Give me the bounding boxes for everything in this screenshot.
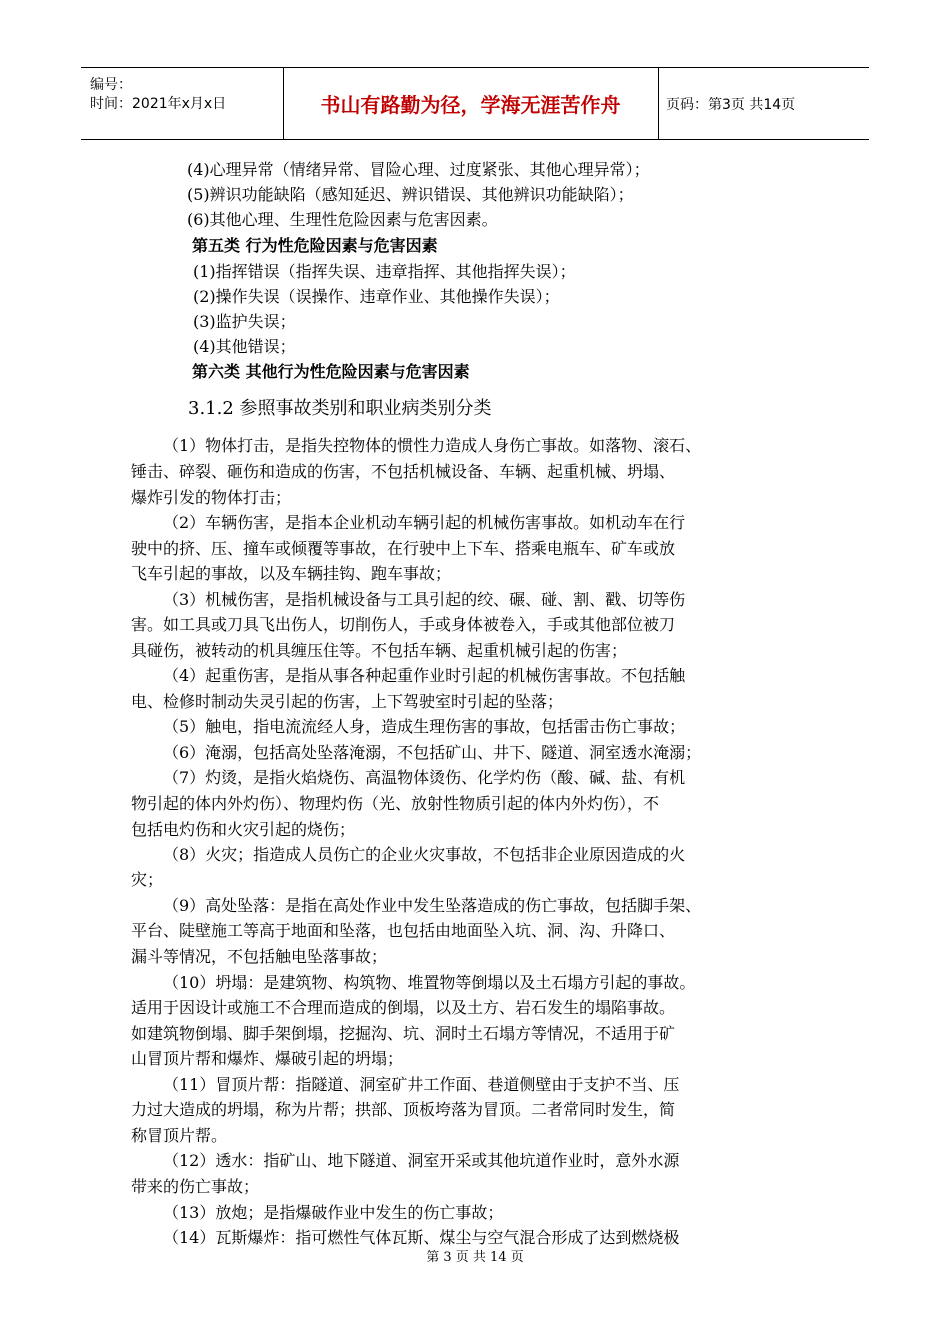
text-line: 平台、陡壁施工等高于地面和坠落，也包括由地面坠入坑、洞、沟、升降口、 [131,921,676,940]
page-footer: 第 3 页 共 14 页 [426,1250,524,1265]
text-line: (3)监护失误； [193,312,296,331]
doc-number-label: 编号： [90,77,132,93]
header-divider [658,68,659,139]
text-line: 带来的伤亡事故； [131,1177,260,1196]
page-header [81,67,869,140]
text-line: 适用于因设计或施工不合理而造成的倒塌，以及土方、岩石发生的塌陷事故。 [131,998,676,1017]
text-line: (4)其他错误； [193,337,296,356]
text-line: 锤击、碎裂、砸伤和造成的伤害，不包括机械设备、车辆、起重机械、坍塌、 [131,462,676,481]
text-line: (2)操作失误（误操作、违章作业、其他操作失误）； [193,287,560,306]
text-line: (6)其他心理、生理性危险因素与危害因素。 [187,210,498,229]
text-line: 具碰伤，被转动的机具缠压住等。不包括车辆、起重机械引起的伤害； [131,641,628,660]
header-meta [81,68,283,139]
text-line: (1)指挥错误（指挥失误、违章指挥、其他指挥失误）； [193,262,576,281]
text-line: 称冒顶片帮。 [131,1126,228,1145]
text-line: （10）坍塌：是建筑物、构筑物、堆置物等倒塌以及土石塌方引起的事故。 [163,973,696,992]
text-line: （12）透水：指矿山、地下隧道、洞室开采或其他坑道作业时，意外水源 [163,1151,680,1170]
doc-date-label: 时间：2021年x月x日 [90,96,227,112]
text-line: 物引起的体内外灼伤）、物理灼伤（光、放射性物质引起的体内外灼伤），不 [131,794,660,813]
text-line: 如建筑物倒塌、脚手架倒塌，挖掘沟、坑、洞时土石塌方等情况，不适用于矿 [131,1024,676,1043]
header-motto: 书山有路勤为径，学海无涯苦作舟 [320,93,621,117]
section-heading: 第六类 其他行为性危险因素与危害因素 [192,362,470,381]
text-line: (4)心理异常（情绪异常、冒险心理、过度紧张、其他心理异常）； [187,160,650,179]
text-line: （1）物体打击，是指失控物体的惯性力造成人身伤亡事故。如落物、滚石、 [163,436,702,455]
header-page-info: 页码：第3页 共14页 [666,97,796,113]
text-line: （4）起重伤害，是指从事各种起重作业时引起的机械伤害事故。不包括触 [163,666,686,685]
text-line: （8）火灾；指造成人员伤亡的企业火灾事故，不包括非企业原因造成的火 [163,845,686,864]
text-line: (5)辨识功能缺陷（感知延迟、辨识错误、其他辨识功能缺陷）； [187,185,634,204]
text-line: 害。如工具或刀具飞出伤人，切削伤人，手或身体被卷入，手或其他部位被刀 [131,615,676,634]
text-line: 山冒顶片帮和爆炸、爆破引起的坍塌； [131,1049,404,1068]
text-line: （14）瓦斯爆炸：指可燃性气体瓦斯、煤尘与空气混合形成了达到燃烧极 [163,1228,680,1247]
text-line: 飞车引起的事故，以及车辆挂钩、跑车事故； [131,564,452,583]
text-line: 灾； [131,870,164,889]
text-line: （11）冒顶片帮：指隧道、洞室矿井工作面、巷道侧壁由于支护不当、压 [163,1075,680,1094]
text-line: （3）机械伤害，是指机械设备与工具引起的绞、碾、碰、割、戳、切等伤 [163,590,686,609]
text-line: （9）高处坠落：是指在高处作业中发生坠落造成的伤亡事故，包括脚手架、 [163,896,702,915]
text-line: （13）放炮；是指爆破作业中发生的伤亡事故； [163,1203,504,1222]
text-line: （7）灼烫，是指火焰烧伤、高温物体烫伤、化学灼伤（酸、碱、盐、有机 [163,768,686,787]
text-line: 包括电灼伤和火灾引起的烧伤； [131,820,356,839]
subsection-heading: 3.1.2 参照事故类别和职业病类别分类 [188,398,492,419]
section-heading: 第五类 行为性危险因素与危害因素 [192,236,438,255]
text-line: （2）车辆伤害，是指本企业机动车辆引起的机械伤害事故。如机动车在行 [163,513,686,532]
text-line: （5）触电，指电流流经人身，造成生理伤害的事故，包括雷击伤亡事故； [163,717,686,736]
text-line: 爆炸引发的物体打击； [131,488,292,507]
text-line: 力过大造成的坍塌，称为片帮；拱部、顶板垮落为冒顶。二者常同时发生，简 [131,1100,676,1119]
text-line: 漏斗等情况，不包括触电坠落事故； [131,947,388,966]
text-line: 驶中的挤、压、撞车或倾覆等事故，在行驶中上下车、搭乘电瓶车、矿车或放 [131,539,676,558]
text-line: 电、检修时制动失灵引起的伤害，上下驾驶室时引起的坠落； [131,692,564,711]
text-line: （6）淹溺，包括高处坠落淹溺，不包括矿山、井下、隧道、洞室透水淹溺； [163,743,702,762]
